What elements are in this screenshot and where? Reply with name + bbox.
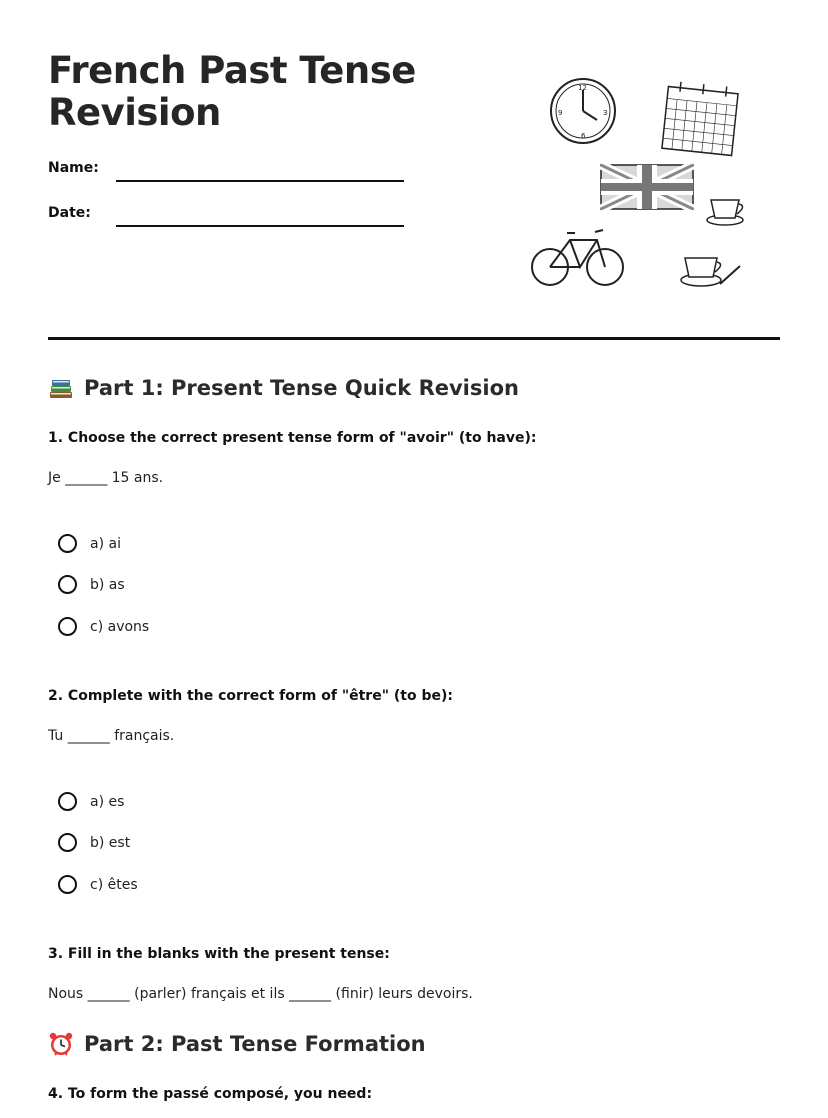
question-1-prompt: Je ______ 15 ans.: [48, 470, 164, 486]
q1-option-a[interactable]: [58, 534, 121, 553]
q2-option-c[interactable]: [58, 875, 138, 894]
option-label: a) es: [90, 793, 125, 810]
decorative-illustration: [525, 70, 765, 300]
option-label: b) est: [90, 834, 131, 851]
radio-button[interactable]: [58, 575, 77, 594]
svg-text:6: 6: [581, 132, 586, 140]
question-1: 1. Choose the correct present tense form of "avoir" (to have):: [48, 430, 537, 446]
tea-cup-icon: [681, 258, 740, 286]
date-label: Date:: [48, 205, 91, 221]
page-title: French Past Tense Revision: [48, 49, 416, 134]
alarm-clock-icon: [48, 1031, 74, 1057]
books-icon: [48, 375, 74, 401]
radio-button[interactable]: [58, 534, 77, 553]
option-label: c) êtes: [90, 876, 138, 893]
question-4: 4. To form the passé composé, you need:: [48, 1086, 373, 1102]
q2-option-b[interactable]: [58, 833, 130, 852]
question-2: 2. Complete with the correct form of "être" (to be):: [48, 688, 453, 704]
question-3: 3. Fill in the blanks with the present tense:: [48, 946, 390, 962]
radio-button[interactable]: [58, 875, 77, 894]
option-label: c) avons: [90, 618, 150, 635]
section-divider: [48, 337, 780, 340]
name-field[interactable]: [116, 180, 404, 182]
option-label: a) ai: [90, 535, 121, 552]
option-label: b) as: [90, 576, 125, 593]
question-3-prompt: Nous ______ (parler) français et ils ______ (finir) leurs devoirs.: [48, 986, 473, 1002]
part1-title-row: [48, 375, 519, 401]
uk-flag-icon: [601, 165, 693, 209]
q1-option-b[interactable]: [58, 575, 125, 594]
clock-icon: [551, 79, 615, 143]
coffee-cup-icon: [707, 200, 743, 225]
name-label: Name:: [48, 160, 99, 176]
q2-option-a[interactable]: [58, 792, 124, 811]
part2-title: Part 2: Past Tense Formation: [84, 1032, 426, 1056]
question-2-prompt: Tu ______ français.: [48, 728, 175, 744]
date-field[interactable]: [116, 225, 404, 227]
calendar-icon: [662, 81, 739, 156]
svg-text:9: 9: [558, 109, 563, 117]
radio-button[interactable]: [58, 792, 77, 811]
radio-button[interactable]: [58, 833, 77, 852]
part1-title: Part 1: Present Tense Quick Revision: [84, 376, 519, 400]
svg-text:3: 3: [603, 109, 608, 117]
svg-text:12: 12: [578, 84, 587, 92]
radio-button[interactable]: [58, 617, 77, 636]
q1-option-c[interactable]: [58, 617, 149, 636]
part2-title-row: [48, 1031, 426, 1057]
bicycle-icon: [532, 230, 623, 285]
